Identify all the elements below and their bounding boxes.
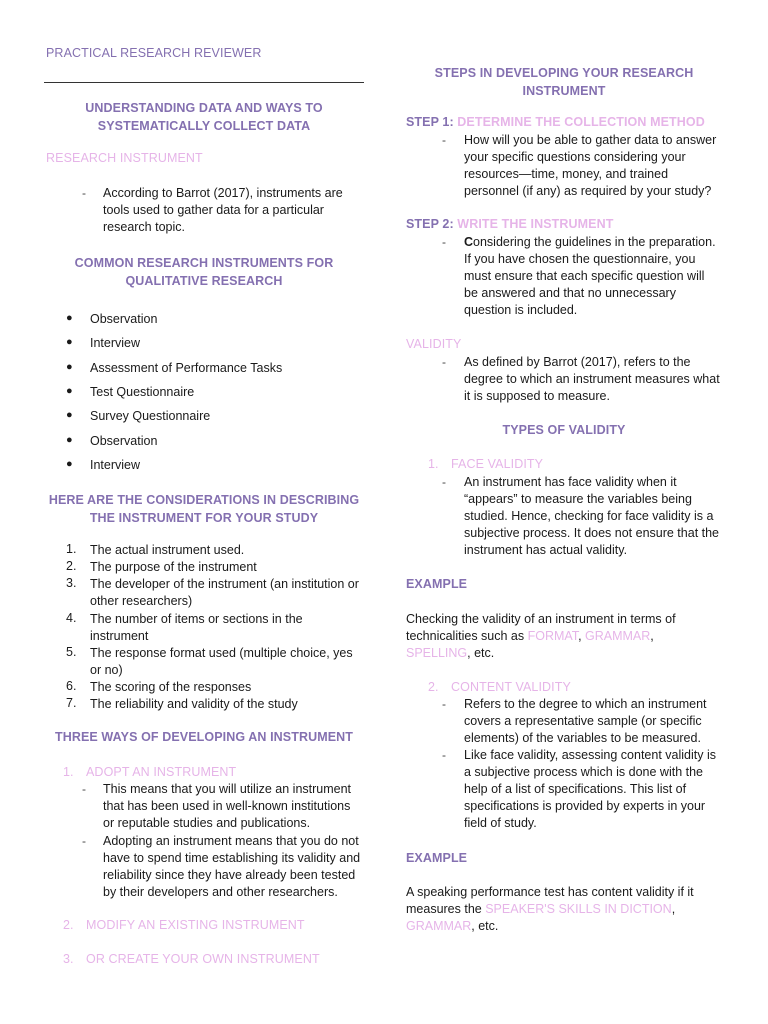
text-line: “appears” to measure the variables being bbox=[464, 492, 692, 506]
way-1-label: ADOPT AN INSTRUMENT bbox=[86, 765, 237, 779]
list-number: 7. bbox=[66, 696, 77, 710]
text-line: The reliability and validity of the study bbox=[90, 697, 298, 711]
section-title-line: THE INSTRUMENT FOR YOUR STUDY bbox=[89, 511, 319, 525]
section-title-considerations bbox=[44, 491, 364, 527]
text-line: The response format used (multiple choice, yes bbox=[90, 646, 353, 660]
text-line: resources—time, money, and trained bbox=[464, 167, 669, 181]
text-line: Like face validity, assessing content validity is bbox=[464, 748, 716, 762]
list-item-label bbox=[90, 559, 366, 576]
list-number: 2. bbox=[66, 559, 77, 573]
text-line bbox=[406, 901, 736, 918]
text-line: instrument has actual validity. bbox=[464, 543, 628, 557]
way-1-point bbox=[103, 833, 373, 901]
text-line bbox=[406, 645, 736, 662]
text-line: that has been used in well-known institutions bbox=[103, 799, 351, 813]
text-span: measures the bbox=[406, 902, 486, 916]
text-line: other researchers) bbox=[90, 594, 193, 608]
text-line: or no) bbox=[90, 663, 123, 677]
content-validity-point bbox=[464, 747, 734, 832]
list-number: 5. bbox=[66, 645, 77, 659]
section-title-line: COMMON RESEARCH INSTRUMENTS FOR bbox=[74, 256, 334, 270]
text-line: elements) of the variables to be measured. bbox=[464, 731, 701, 745]
text-line: research topic. bbox=[103, 220, 185, 234]
section-title-line: HERE ARE THE CONSIDERATIONS IN DESCRIBING bbox=[48, 493, 360, 507]
list-item-label: Test Questionnaire bbox=[90, 385, 195, 399]
section-title-common-instruments bbox=[44, 254, 364, 290]
way-2-label: MODIFY AN EXISTING INSTRUMENT bbox=[86, 918, 305, 932]
bullet-dot-icon: ● bbox=[66, 409, 73, 421]
list-item-label bbox=[90, 679, 366, 696]
list-item-label bbox=[90, 645, 366, 679]
step-1-heading bbox=[406, 115, 705, 129]
text-span: , etc. bbox=[467, 646, 495, 660]
text-span: onsidering the guidelines in the preparation. bbox=[473, 235, 716, 249]
drop-letter: C bbox=[464, 235, 474, 249]
text-line: As defined by Barrot (2017), refers to the bbox=[464, 355, 691, 369]
list-number: 3. bbox=[66, 576, 77, 590]
text-line: How will you be able to gather data to answer bbox=[464, 133, 717, 147]
dash-bullet: - bbox=[82, 782, 86, 796]
dash-bullet: - bbox=[442, 235, 446, 249]
text-line: The scoring of the responses bbox=[90, 680, 252, 694]
text-line: The number of items or sections in the bbox=[90, 612, 303, 626]
list-number: 6. bbox=[66, 679, 77, 693]
text-line: reliability since they have already been tested bbox=[103, 868, 356, 882]
dash-bullet: - bbox=[442, 748, 446, 762]
dash-bullet: - bbox=[442, 697, 446, 711]
list-number: 1. bbox=[66, 542, 77, 556]
step-1-text bbox=[464, 132, 734, 200]
dash-bullet: - bbox=[82, 834, 86, 848]
bullet-dot-icon: ● bbox=[66, 336, 73, 348]
face-validity-label: FACE VALIDITY bbox=[451, 457, 544, 471]
example-1-label: EXAMPLE bbox=[406, 577, 468, 591]
text-line: your specific questions considering your bbox=[464, 150, 686, 164]
highlight-speaker-skills: SPEAKER'S SKILLS IN DICTION bbox=[485, 902, 672, 916]
section-title-line: INSTRUMENT bbox=[522, 84, 606, 98]
list-item-label: Observation bbox=[90, 312, 158, 326]
bullet-dot-icon: ● bbox=[66, 434, 73, 446]
text-line: or reputable studies and publications. bbox=[103, 816, 311, 830]
section-title-line: SYSTEMATICALLY COLLECT DATA bbox=[97, 119, 311, 133]
text-line: tools used to gather data for a particular bbox=[103, 203, 324, 217]
text-span: , bbox=[650, 629, 654, 643]
way-1-number: 1. bbox=[63, 765, 74, 779]
example-1-text bbox=[406, 611, 736, 662]
text-line bbox=[406, 918, 736, 935]
text-line: The purpose of the instrument bbox=[90, 560, 257, 574]
text-line: by their developers and other researchers. bbox=[103, 885, 338, 899]
text-span: , bbox=[671, 902, 676, 916]
list-item-label: Interview bbox=[90, 336, 141, 350]
section-title-line: UNDERSTANDING DATA AND WAYS TO bbox=[85, 101, 323, 115]
text-line: question is included. bbox=[464, 303, 578, 317]
text-line: must ensure that each specific question will bbox=[464, 269, 705, 283]
text-line bbox=[406, 628, 736, 645]
step-prefix: STEP 2: bbox=[406, 217, 458, 231]
text-line: subjective process. It does not ensure that the bbox=[464, 526, 720, 540]
validity-label: VALIDITY bbox=[406, 337, 462, 351]
content-validity-point bbox=[464, 696, 734, 747]
text-line: The actual instrument used. bbox=[90, 543, 245, 557]
text-line: This means that you will utilize an instrument bbox=[103, 782, 352, 796]
text-line: The developer of the instrument (an institution or bbox=[90, 577, 359, 591]
text-span: , bbox=[578, 629, 586, 643]
text-line bbox=[464, 234, 734, 251]
text-line: If you have chosen the questionnaire, you bbox=[464, 252, 696, 266]
list-item-label: Interview bbox=[90, 458, 141, 472]
text-line: degree to which an instrument measures what bbox=[464, 372, 720, 386]
step-label: DETERMINE THE COLLECTION METHOD bbox=[457, 115, 705, 129]
text-line: a subjective process which is done with the bbox=[464, 765, 704, 779]
research-instrument-label: RESEARCH INSTRUMENT bbox=[46, 151, 203, 165]
highlight-format: FORMAT bbox=[527, 629, 579, 643]
section-title-steps bbox=[404, 64, 724, 100]
text-line: Adopting an instrument means that you do not bbox=[103, 834, 359, 848]
list-item-label: Observation bbox=[90, 434, 158, 448]
text-line: be answered and that no unnecessary bbox=[464, 286, 676, 300]
highlight-spelling: SPELLING bbox=[406, 646, 468, 660]
bullet-dot-icon: ● bbox=[66, 312, 73, 324]
text-line: it is supposed to measure. bbox=[464, 389, 610, 403]
text-line: field of study. bbox=[464, 816, 537, 830]
face-validity-number: 1. bbox=[428, 457, 439, 471]
dash-bullet: - bbox=[442, 355, 446, 369]
section-title-types-of-validity: TYPES OF VALIDITY bbox=[502, 423, 626, 437]
text-line: Checking the validity of an instrument in terms of bbox=[406, 612, 676, 626]
content-validity-label: CONTENT VALIDITY bbox=[451, 680, 571, 694]
dash-bullet: - bbox=[442, 475, 446, 489]
bullet-dot-icon: ● bbox=[66, 361, 73, 373]
text-line: instrument bbox=[90, 629, 149, 643]
text-line: help of a list of specifications. This list of bbox=[464, 782, 687, 796]
instrument-definition bbox=[103, 185, 373, 236]
way-3-number: 3. bbox=[63, 952, 74, 966]
text-line: have to spend time establishing its validity and bbox=[103, 851, 361, 865]
text-span: technicalities such as bbox=[406, 629, 528, 643]
step-2-heading bbox=[406, 217, 613, 231]
list-item-label bbox=[90, 576, 366, 610]
text-line: An instrument has face validity when it bbox=[464, 475, 677, 489]
list-item-label: Survey Questionnaire bbox=[90, 409, 211, 423]
text-line: A speaking performance test has content validity if it bbox=[406, 885, 694, 899]
highlight-grammar: GRAMMAR bbox=[585, 629, 651, 643]
text-line: Refers to the degree to which an instrument bbox=[464, 697, 707, 711]
content-validity-number: 2. bbox=[428, 680, 439, 694]
section-title-three-ways: THREE WAYS OF DEVELOPING AN INSTRUMENT bbox=[55, 730, 354, 744]
text-line: According to Barrot (2017), instruments are bbox=[103, 186, 343, 200]
text-span: , etc. bbox=[471, 919, 499, 933]
text-line: covers a representative sample (or specific bbox=[464, 714, 702, 728]
list-item-label bbox=[90, 542, 366, 559]
step-prefix: STEP 1: bbox=[406, 115, 458, 129]
text-line: studied. Hence, checking for face validity is a bbox=[464, 509, 714, 523]
way-2-number: 2. bbox=[63, 918, 74, 932]
validity-definition bbox=[464, 354, 734, 405]
bullet-dot-icon: ● bbox=[66, 385, 73, 397]
section-title-line: STEPS IN DEVELOPING YOUR RESEARCH bbox=[434, 66, 694, 80]
way-1-point bbox=[103, 781, 373, 832]
section-title-line: QUALITATIVE RESEARCH bbox=[125, 274, 283, 288]
face-validity-text bbox=[464, 474, 734, 559]
list-item-label bbox=[90, 611, 366, 645]
bullet-dot-icon: ● bbox=[66, 458, 73, 470]
document-title: PRACTICAL RESEARCH REVIEWER bbox=[46, 46, 262, 60]
way-3-label: OR CREATE YOUR OWN INSTRUMENT bbox=[86, 952, 320, 966]
list-item-label bbox=[90, 696, 366, 713]
list-item-label: Assessment of Performance Tasks bbox=[90, 361, 283, 375]
title-divider bbox=[44, 82, 364, 83]
highlight-grammar: GRAMMAR bbox=[406, 919, 472, 933]
step-label: WRITE THE INSTRUMENT bbox=[457, 217, 614, 231]
example-2-label: EXAMPLE bbox=[406, 851, 468, 865]
list-number: 4. bbox=[66, 611, 77, 625]
example-2-text bbox=[406, 884, 736, 935]
step-2-text bbox=[464, 234, 734, 319]
section-title-understanding-data bbox=[44, 99, 364, 135]
text-line: personnel (if any) as required by your study? bbox=[464, 184, 712, 198]
dash-bullet: - bbox=[442, 133, 446, 147]
text-line: specifications is provided by experts in your bbox=[464, 799, 706, 813]
dash-bullet: - bbox=[82, 186, 86, 200]
